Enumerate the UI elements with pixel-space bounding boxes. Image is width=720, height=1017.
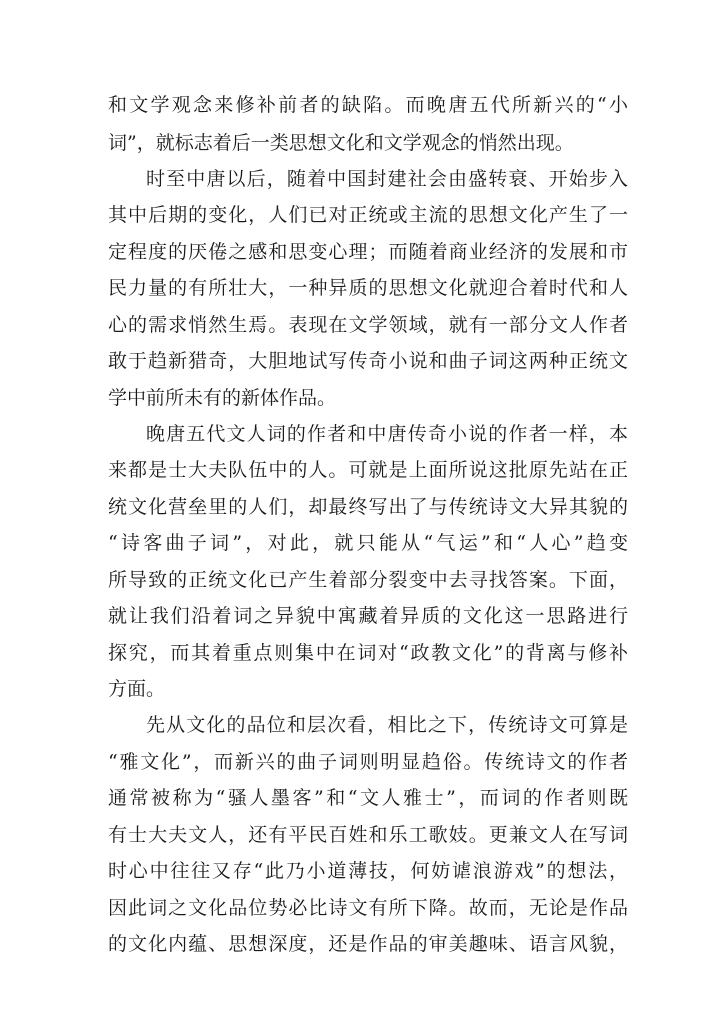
text-line: 统文化营垒里的人们，却最终写出了与传统诗文大异其貌的 — [108, 496, 628, 518]
text-line: 学中前所未有的新体作品。 — [108, 387, 337, 409]
text-line: “诗客曲子词”，对此，就只能从“气运”和“人心”趋变 — [108, 532, 628, 554]
text-line: “雅文化”，而新兴的曲子词则明显趋俗。传统诗文的作者 — [108, 751, 628, 773]
text-line: 时心中往往又存“此乃小道薄技，何妨谑浪游戏”的想法， — [108, 860, 628, 882]
text-line: 通常被称为“骚人墨客”和“文人雅士”，而词的作者则既 — [108, 787, 628, 809]
text-line: 词”，就标志着后一类思想文化和文学观念的悄然出现。 — [108, 132, 574, 154]
paragraph-first-line: 时至中唐以后，随着中国封建社会由盛转衰、开始步入 — [146, 168, 628, 190]
paragraph-first-line: 先从文化的品位和层次看，相比之下，传统诗文可算是 — [146, 714, 628, 736]
text-line: 和文学观念来修补前者的缺陷。而晚唐五代所新兴的“小 — [108, 94, 628, 116]
text-line: 心的需求悄然生焉。表现在文学领域，就有一部分文人作者 — [108, 314, 628, 336]
text-line: 所导致的正统文化已产生着部分裂变中去寻找答案。下面， — [108, 569, 628, 591]
text-line: 民力量的有所壮大，一种异质的思想文化就迎合着时代和人 — [108, 277, 628, 299]
text-line: 来都是士大夫队伍中的人。可就是上面所说这批原先站在正 — [108, 459, 628, 481]
text-line: 敢于趋新猎奇，大胆地试写传奇小说和曲子词这两种正统文 — [108, 350, 628, 372]
text-line: 就让我们沿着词之异貌中寓藏着异质的文化这一思路进行 — [108, 605, 628, 627]
text-line: 定程度的厌倦之感和思变心理；而随着商业经济的发展和市 — [108, 241, 628, 263]
text-line: 因此词之文化品位势必比诗文有所下降。故而，无论是作品 — [108, 897, 628, 919]
text-line: 有士大夫文人，还有平民百姓和乐工歌妓。更兼文人在写词 — [108, 824, 628, 846]
text-line: 方面。 — [108, 678, 166, 700]
paragraph-first-line: 晚唐五代文人词的作者和中唐传奇小说的作者一样，本 — [146, 423, 628, 445]
text-line: 探究，而其着重点则集中在词对“政教文化”的背离与修补 — [108, 642, 628, 664]
text-line: 的文化内蕴、思想深度，还是作品的审美趣味、语言风貌， — [108, 933, 628, 955]
text-line: 其中后期的变化，人们已对正统或主流的思想文化产生了一 — [108, 204, 628, 226]
